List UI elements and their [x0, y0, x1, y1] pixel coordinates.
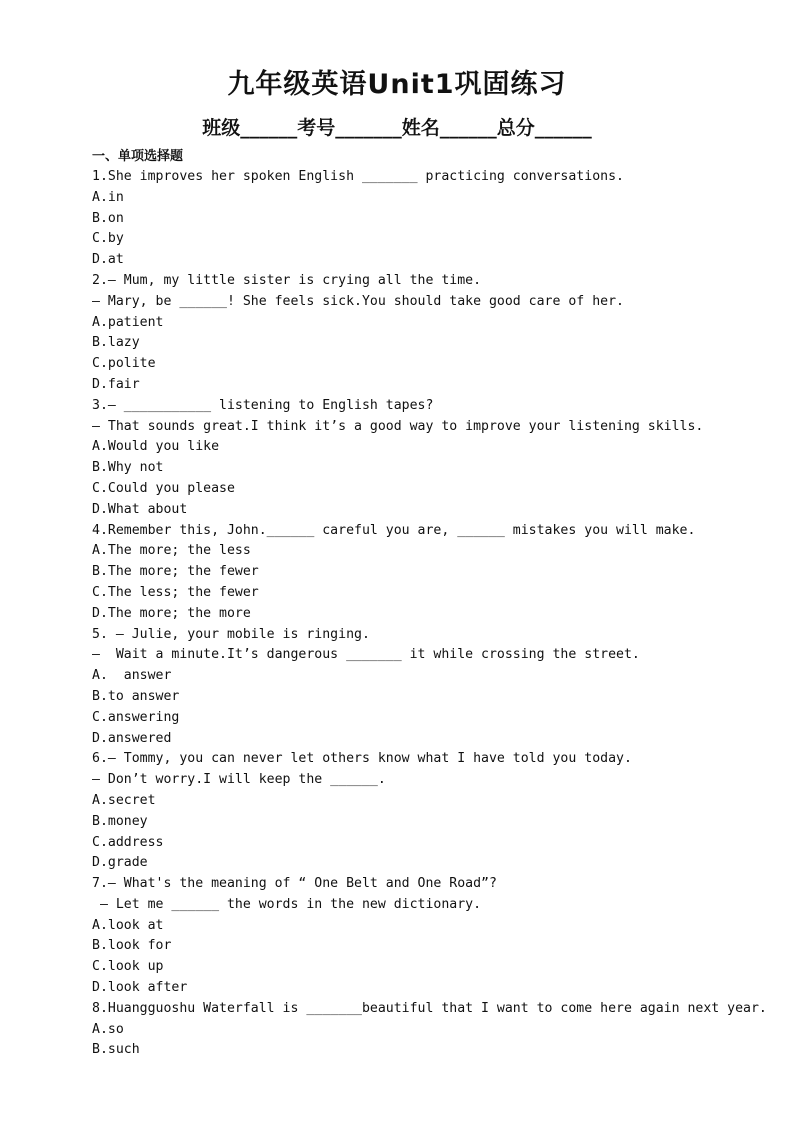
- question-text: — Wait a minute.It’s dangerous _______ it while crossing the street.: [92, 647, 640, 663]
- answer-option: C.Could you please: [92, 480, 235, 496]
- answer-option: B.to answer: [92, 688, 180, 704]
- question-text: 3.— ___________ listening to English tapes?: [92, 397, 434, 413]
- answer-option: B.Why not: [92, 460, 164, 476]
- answer-option: D.fair: [92, 376, 140, 392]
- answer-option: D.The more; the more: [92, 605, 251, 621]
- student-info-line: 班级______考号_______姓名______总分______: [202, 117, 592, 139]
- answer-option: A.look at: [92, 917, 164, 933]
- answer-option: C.answering: [92, 709, 180, 725]
- question-text: 8.Huangguoshu Waterfall is _______beautiful that I want to come here again next year.: [92, 1000, 767, 1016]
- question-text: 6.— Tommy, you can never let others know what I have told you today.: [92, 751, 632, 767]
- answer-option: A. answer: [92, 668, 172, 684]
- answer-option: D.grade: [92, 855, 148, 871]
- answer-option: A.The more; the less: [92, 543, 251, 559]
- answer-option: B.on: [92, 210, 124, 226]
- answer-option: C.look up: [92, 959, 164, 975]
- answer-option: B.such: [92, 1042, 140, 1058]
- answer-option: D.at: [92, 252, 124, 268]
- answer-option: A.Would you like: [92, 439, 220, 455]
- answer-option: B.money: [92, 813, 148, 829]
- question-text: 1.She improves her spoken English _______ practicing conversations.: [92, 169, 624, 184]
- section-title: 一、单项选择题: [92, 149, 184, 164]
- question-text: 4.Remember this, John.______ careful you are, ______ mistakes you will make.: [92, 522, 696, 538]
- question-text: 5. — Julie, your mobile is ringing.: [92, 626, 370, 642]
- question-text: — Mary, be ______! She feels sick.You should take good care of her.: [92, 293, 624, 309]
- question-text: — Don’t worry.I will keep the ______.: [92, 772, 386, 788]
- answer-option: B.look for: [92, 938, 172, 954]
- answer-option: C.by: [92, 231, 124, 247]
- question-text: 7.— What's the meaning of “ One Belt and One Road”?: [92, 876, 497, 892]
- answer-option: D.answered: [92, 730, 172, 746]
- answer-option: B.lazy: [92, 335, 140, 351]
- answer-option: A.patient: [92, 314, 164, 330]
- question-text: — That sounds great.I think it’s a good way to improve your listening skills.: [92, 418, 704, 434]
- answer-option: C.address: [92, 834, 164, 850]
- answer-option: B.The more; the fewer: [92, 564, 259, 580]
- page-title: 九年级英语Unit1巩固练习: [227, 69, 567, 100]
- answer-option: D.What about: [92, 501, 188, 517]
- answer-option: D.look after: [92, 980, 188, 996]
- answer-option: C.The less; the fewer: [92, 584, 259, 600]
- question-text: 2.— Mum, my little sister is crying all the time.: [92, 272, 482, 288]
- answer-option: A.in: [92, 189, 124, 205]
- answer-option: A.so: [92, 1021, 124, 1037]
- question-text: — Let me ______ the words in the new dictionary.: [92, 896, 482, 912]
- answer-option: C.polite: [92, 356, 156, 372]
- question-list: [92, 167, 772, 1061]
- answer-option: A.secret: [92, 792, 156, 808]
